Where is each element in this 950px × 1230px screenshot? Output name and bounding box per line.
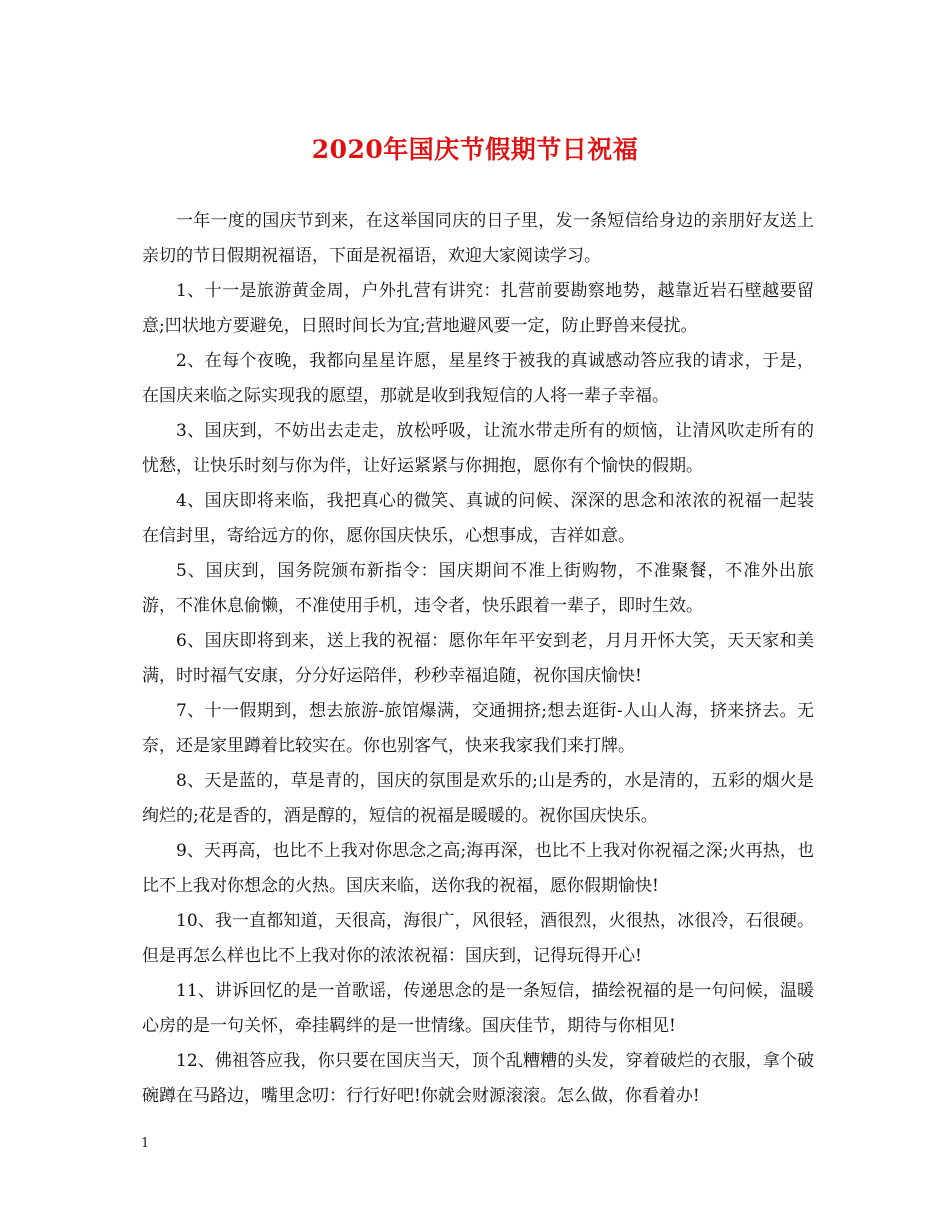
paragraph-7: 7、十一假期到，想去旅游-旅馆爆满，交通拥挤;想去逛街-人山人海，挤来挤去。无奈，还是家里蹲着比较实在。你也别客气，快来我家我们来打牌。 xyxy=(142,701,814,756)
page-number: 1 xyxy=(141,1136,150,1151)
paragraph-12: 12、佛祖答应我，你只要在国庆当天，顶个乱糟糟的头发，穿着破烂的衣服，拿个破碗蹲在马路边，嘴里念叨：行行好吧!你就会财源滚滚。怎么做，你看着办! xyxy=(142,1051,814,1106)
page-title: 2020年国庆节假期节日祝福 xyxy=(311,135,639,164)
paragraph-6: 6、国庆即将到来，送上我的祝福：愿你年年平安到老，月月开怀大笑，天天家和美满，时时福气安康，分分好运陪伴，秒秒幸福追随，祝你国庆愉快! xyxy=(142,631,814,686)
paragraph-3: 3、国庆到，不妨出去走走，放松呼吸，让流水带走所有的烦恼，让清风吹走所有的忧愁，让快乐时刻与你为伴，让好运紧紧与你拥抱，愿你有个愉快的假期。 xyxy=(142,421,814,476)
paragraph-intro: 一年一度的国庆节到来，在这举国同庆的日子里，发一条短信给身边的亲朋好友送上亲切的节日假期祝福语，下面是祝福语，欢迎大家阅读学习。 xyxy=(142,211,814,266)
paragraph-9: 9、天再高，也比不上我对你思念之高;海再深，也比不上我对你祝福之深;火再热，也比不上我对你想念的火热。国庆来临，送你我的祝福，愿你假期愉快! xyxy=(142,841,814,896)
paragraph-8: 8、天是蓝的，草是青的，国庆的氛围是欢乐的;山是秀的，水是清的，五彩的烟火是绚烂的;花是香的，酒是醇的，短信的祝福是暖暖的。祝你国庆快乐。 xyxy=(142,771,814,826)
paragraph-1: 1、十一是旅游黄金周，户外扎营有讲究：扎营前要勘察地势，越靠近岩石壁越要留意;凹状地方要避免，日照时间长为宜;营地避风要一定，防止野兽来侵扰。 xyxy=(142,281,814,336)
paragraph-10: 10、我一直都知道，天很高，海很广，风很轻，酒很烈，火很热，冰很冷，石很硬。但是再怎么样也比不上我对你的浓浓祝福：国庆到，记得玩得开心! xyxy=(142,911,814,966)
paragraph-4: 4、国庆即将来临，我把真心的微笑、真诚的问候、深深的思念和浓浓的祝福一起装在信封里，寄给远方的你，愿你国庆快乐，心想事成，吉祥如意。 xyxy=(142,491,814,546)
paragraph-11: 11、讲诉回忆的是一首歌谣，传递思念的是一条短信，描绘祝福的是一句问候，温暖心房的是一句关怀，牵挂羁绊的是一世情缘。国庆佳节，期待与你相见! xyxy=(142,981,814,1036)
paragraph-5: 5、国庆到，国务院颁布新指令：国庆期间不准上街购物，不准聚餐，不准外出旅游，不准休息偷懒，不准使用手机，违令者，快乐跟着一辈子，即时生效。 xyxy=(142,561,814,616)
paragraph-2: 2、在每个夜晚，我都向星星许愿，星星终于被我的真诚感动答应我的请求，于是，在国庆来临之际实现我的愿望，那就是收到我短信的人将一辈子幸福。 xyxy=(142,351,814,406)
document-body xyxy=(142,204,814,1114)
